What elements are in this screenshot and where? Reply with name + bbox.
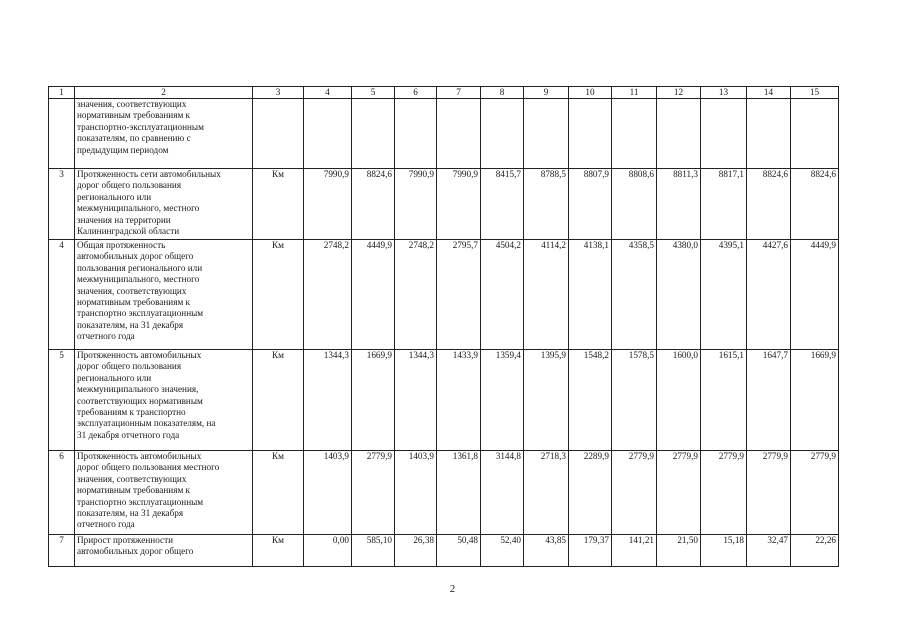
- description-line: отчетного года: [77, 331, 135, 342]
- column-header: 15: [791, 87, 839, 99]
- row-index-cell: 3: [49, 169, 75, 240]
- column-header: 1: [49, 87, 75, 99]
- description-line: дорог общего пользования: [77, 180, 182, 191]
- value-cell: 1344,3: [395, 350, 437, 451]
- description-line: Протяженность автомобильных: [77, 350, 202, 360]
- description-line: Прирост протяженности: [77, 535, 174, 545]
- table-row: [49, 535, 839, 567]
- value-cell: 2748,2: [304, 240, 352, 350]
- value-cell: 585,10: [352, 535, 395, 567]
- value-cell: 8415,7: [481, 169, 524, 240]
- table-row: [49, 451, 839, 535]
- value-cell: 1548,2: [569, 350, 612, 451]
- row-index-cell: 6: [49, 451, 75, 535]
- value-cell: 4504,2: [481, 240, 524, 350]
- value-cell: 2779,9: [657, 451, 701, 535]
- description-line: Протяженность автомобильных: [77, 451, 202, 461]
- value-cell: 1359,4: [481, 350, 524, 451]
- value-cell: [481, 99, 524, 169]
- value-cell: 1395,9: [524, 350, 569, 451]
- value-cell: 8824,6: [747, 169, 791, 240]
- value-cell: 4395,1: [701, 240, 747, 350]
- description-line: соответствующих нормативным: [77, 395, 203, 406]
- value-cell: 4380,0: [657, 240, 701, 350]
- description-line: транспортно эксплуатационным: [77, 308, 204, 319]
- unit-cell: Км: [253, 169, 304, 240]
- column-number-header-row: [49, 87, 839, 99]
- description-line: нормативным требованиям к: [77, 485, 191, 496]
- value-cell: [524, 99, 569, 169]
- table-row: [49, 240, 839, 350]
- description-line: транспортно-эксплуатационным: [77, 121, 204, 132]
- description-line: показателям, на 31 декабря: [77, 319, 184, 330]
- value-cell: [701, 99, 747, 169]
- description-line: межмуниципального, местного: [77, 274, 200, 285]
- description-line: дорог общего пользования: [77, 361, 182, 372]
- column-header: 13: [701, 87, 747, 99]
- description-line: показателям, по сравнению с: [77, 133, 191, 144]
- value-cell: 7990,9: [304, 169, 352, 240]
- description-line: Калининградской области: [77, 226, 180, 237]
- description-line: значения, соответствующих: [77, 285, 187, 296]
- value-cell: 8824,6: [352, 169, 395, 240]
- value-cell: 4449,9: [352, 240, 395, 350]
- indicator-description-cell: [75, 99, 253, 169]
- value-cell: 4427,6: [747, 240, 791, 350]
- description-line: автомобильных дорог общего: [77, 251, 194, 262]
- value-cell: 141,21: [612, 535, 657, 567]
- value-cell: 1403,9: [395, 451, 437, 535]
- value-cell: 2718,3: [524, 451, 569, 535]
- data-table: [48, 86, 839, 567]
- value-cell: 8808,6: [612, 169, 657, 240]
- column-header: 11: [612, 87, 657, 99]
- value-cell: 15,18: [701, 535, 747, 567]
- value-cell: [747, 99, 791, 169]
- table-row: [49, 169, 839, 240]
- column-header: 3: [253, 87, 304, 99]
- value-cell: 1403,9: [304, 451, 352, 535]
- unit-cell: Км: [253, 535, 304, 567]
- value-cell: 4358,5: [612, 240, 657, 350]
- value-cell: 2748,2: [395, 240, 437, 350]
- value-cell: 2779,9: [747, 451, 791, 535]
- row-index-cell: 4: [49, 240, 75, 350]
- table-row: [49, 350, 839, 451]
- value-cell: [569, 99, 612, 169]
- value-cell: 2779,9: [352, 451, 395, 535]
- value-cell: 4138,1: [569, 240, 612, 350]
- description-line: пользования регионального или: [77, 262, 203, 273]
- row-index-cell: 7: [49, 535, 75, 567]
- column-header: 10: [569, 87, 612, 99]
- table-row: [49, 99, 839, 169]
- description-line: предыдущим периодом: [77, 144, 169, 155]
- value-cell: [657, 99, 701, 169]
- description-line: 31 декабря отчетного года: [77, 429, 180, 440]
- value-cell: 2289,9: [569, 451, 612, 535]
- description-line: межмуниципального, местного: [77, 203, 200, 214]
- column-header: 12: [657, 87, 701, 99]
- value-cell: 7990,9: [437, 169, 481, 240]
- unit-cell: Км: [253, 451, 304, 535]
- value-cell: [304, 99, 352, 169]
- value-cell: [791, 99, 839, 169]
- value-cell: 179,37: [569, 535, 612, 567]
- page-number: 2: [449, 583, 456, 595]
- value-cell: 1344,3: [304, 350, 352, 451]
- description-line: нормативным требованиям к: [77, 297, 191, 308]
- value-cell: 1615,1: [701, 350, 747, 451]
- row-index-cell: [49, 99, 75, 169]
- description-line: нормативным требованиям к: [77, 110, 191, 121]
- value-cell: 2795,7: [437, 240, 481, 350]
- indicator-description-cell: [75, 240, 253, 350]
- indicator-description-cell: [75, 535, 253, 567]
- value-cell: 2779,9: [701, 451, 747, 535]
- description-line: дорог общего пользования местного: [77, 462, 220, 473]
- column-header: 2: [75, 87, 253, 99]
- description-line: межмуниципального значения,: [77, 384, 199, 395]
- description-line: транспортно эксплуатационным: [77, 496, 204, 507]
- value-cell: 8817,1: [701, 169, 747, 240]
- value-cell: 4449,9: [791, 240, 839, 350]
- indicator-description-cell: [75, 169, 253, 240]
- column-header: 7: [437, 87, 481, 99]
- column-header: 8: [481, 87, 524, 99]
- value-cell: [395, 99, 437, 169]
- value-cell: 21,50: [657, 535, 701, 567]
- value-cell: 8824,6: [791, 169, 839, 240]
- unit-cell: [253, 99, 304, 169]
- value-cell: 1600,0: [657, 350, 701, 451]
- value-cell: 1647,7: [747, 350, 791, 451]
- description-line: показателям, на 31 декабря: [77, 508, 184, 519]
- description-line: Протяженность сети автомобильных: [77, 169, 221, 179]
- value-cell: [612, 99, 657, 169]
- indicator-description-cell: [75, 350, 253, 451]
- column-header: 5: [352, 87, 395, 99]
- description-line: отчетного года: [77, 519, 135, 530]
- value-cell: 2779,9: [612, 451, 657, 535]
- value-cell: 8807,9: [569, 169, 612, 240]
- description-line: значения, соответствующих: [77, 473, 187, 484]
- table-body: [49, 87, 839, 567]
- value-cell: 8788,5: [524, 169, 569, 240]
- description-line: требованиям к транспортно: [77, 407, 186, 418]
- row-index-cell: 5: [49, 350, 75, 451]
- description-line: эксплуатационным показателям, на: [77, 418, 216, 429]
- value-cell: 4114,2: [524, 240, 569, 350]
- description-line: автомобильных дорог общего: [77, 546, 194, 557]
- value-cell: 50,48: [437, 535, 481, 567]
- unit-cell: Км: [253, 240, 304, 350]
- description-line: значения, соответствующих: [77, 99, 187, 109]
- value-cell: 1433,9: [437, 350, 481, 451]
- indicator-description-cell: [75, 451, 253, 535]
- description-line: Общая протяженность: [77, 240, 166, 250]
- description-line: значения на территории: [77, 214, 171, 225]
- column-header: 14: [747, 87, 791, 99]
- value-cell: 0,00: [304, 535, 352, 567]
- value-cell: 43,85: [524, 535, 569, 567]
- value-cell: 1669,9: [352, 350, 395, 451]
- value-cell: 1669,9: [791, 350, 839, 451]
- unit-cell: Км: [253, 350, 304, 451]
- value-cell: 3144,8: [481, 451, 524, 535]
- column-header: 6: [395, 87, 437, 99]
- value-cell: 1578,5: [612, 350, 657, 451]
- value-cell: 52,40: [481, 535, 524, 567]
- column-header: 9: [524, 87, 569, 99]
- description-line: регионального или: [77, 191, 152, 202]
- value-cell: [352, 99, 395, 169]
- value-cell: 32,47: [747, 535, 791, 567]
- value-cell: 8811,3: [657, 169, 701, 240]
- value-cell: 2779,9: [791, 451, 839, 535]
- value-cell: 1361,8: [437, 451, 481, 535]
- value-cell: 7990,9: [395, 169, 437, 240]
- value-cell: 26,38: [395, 535, 437, 567]
- value-cell: [437, 99, 481, 169]
- description-line: регионального или: [77, 372, 152, 383]
- value-cell: 22,26: [791, 535, 839, 567]
- column-header: 4: [304, 87, 352, 99]
